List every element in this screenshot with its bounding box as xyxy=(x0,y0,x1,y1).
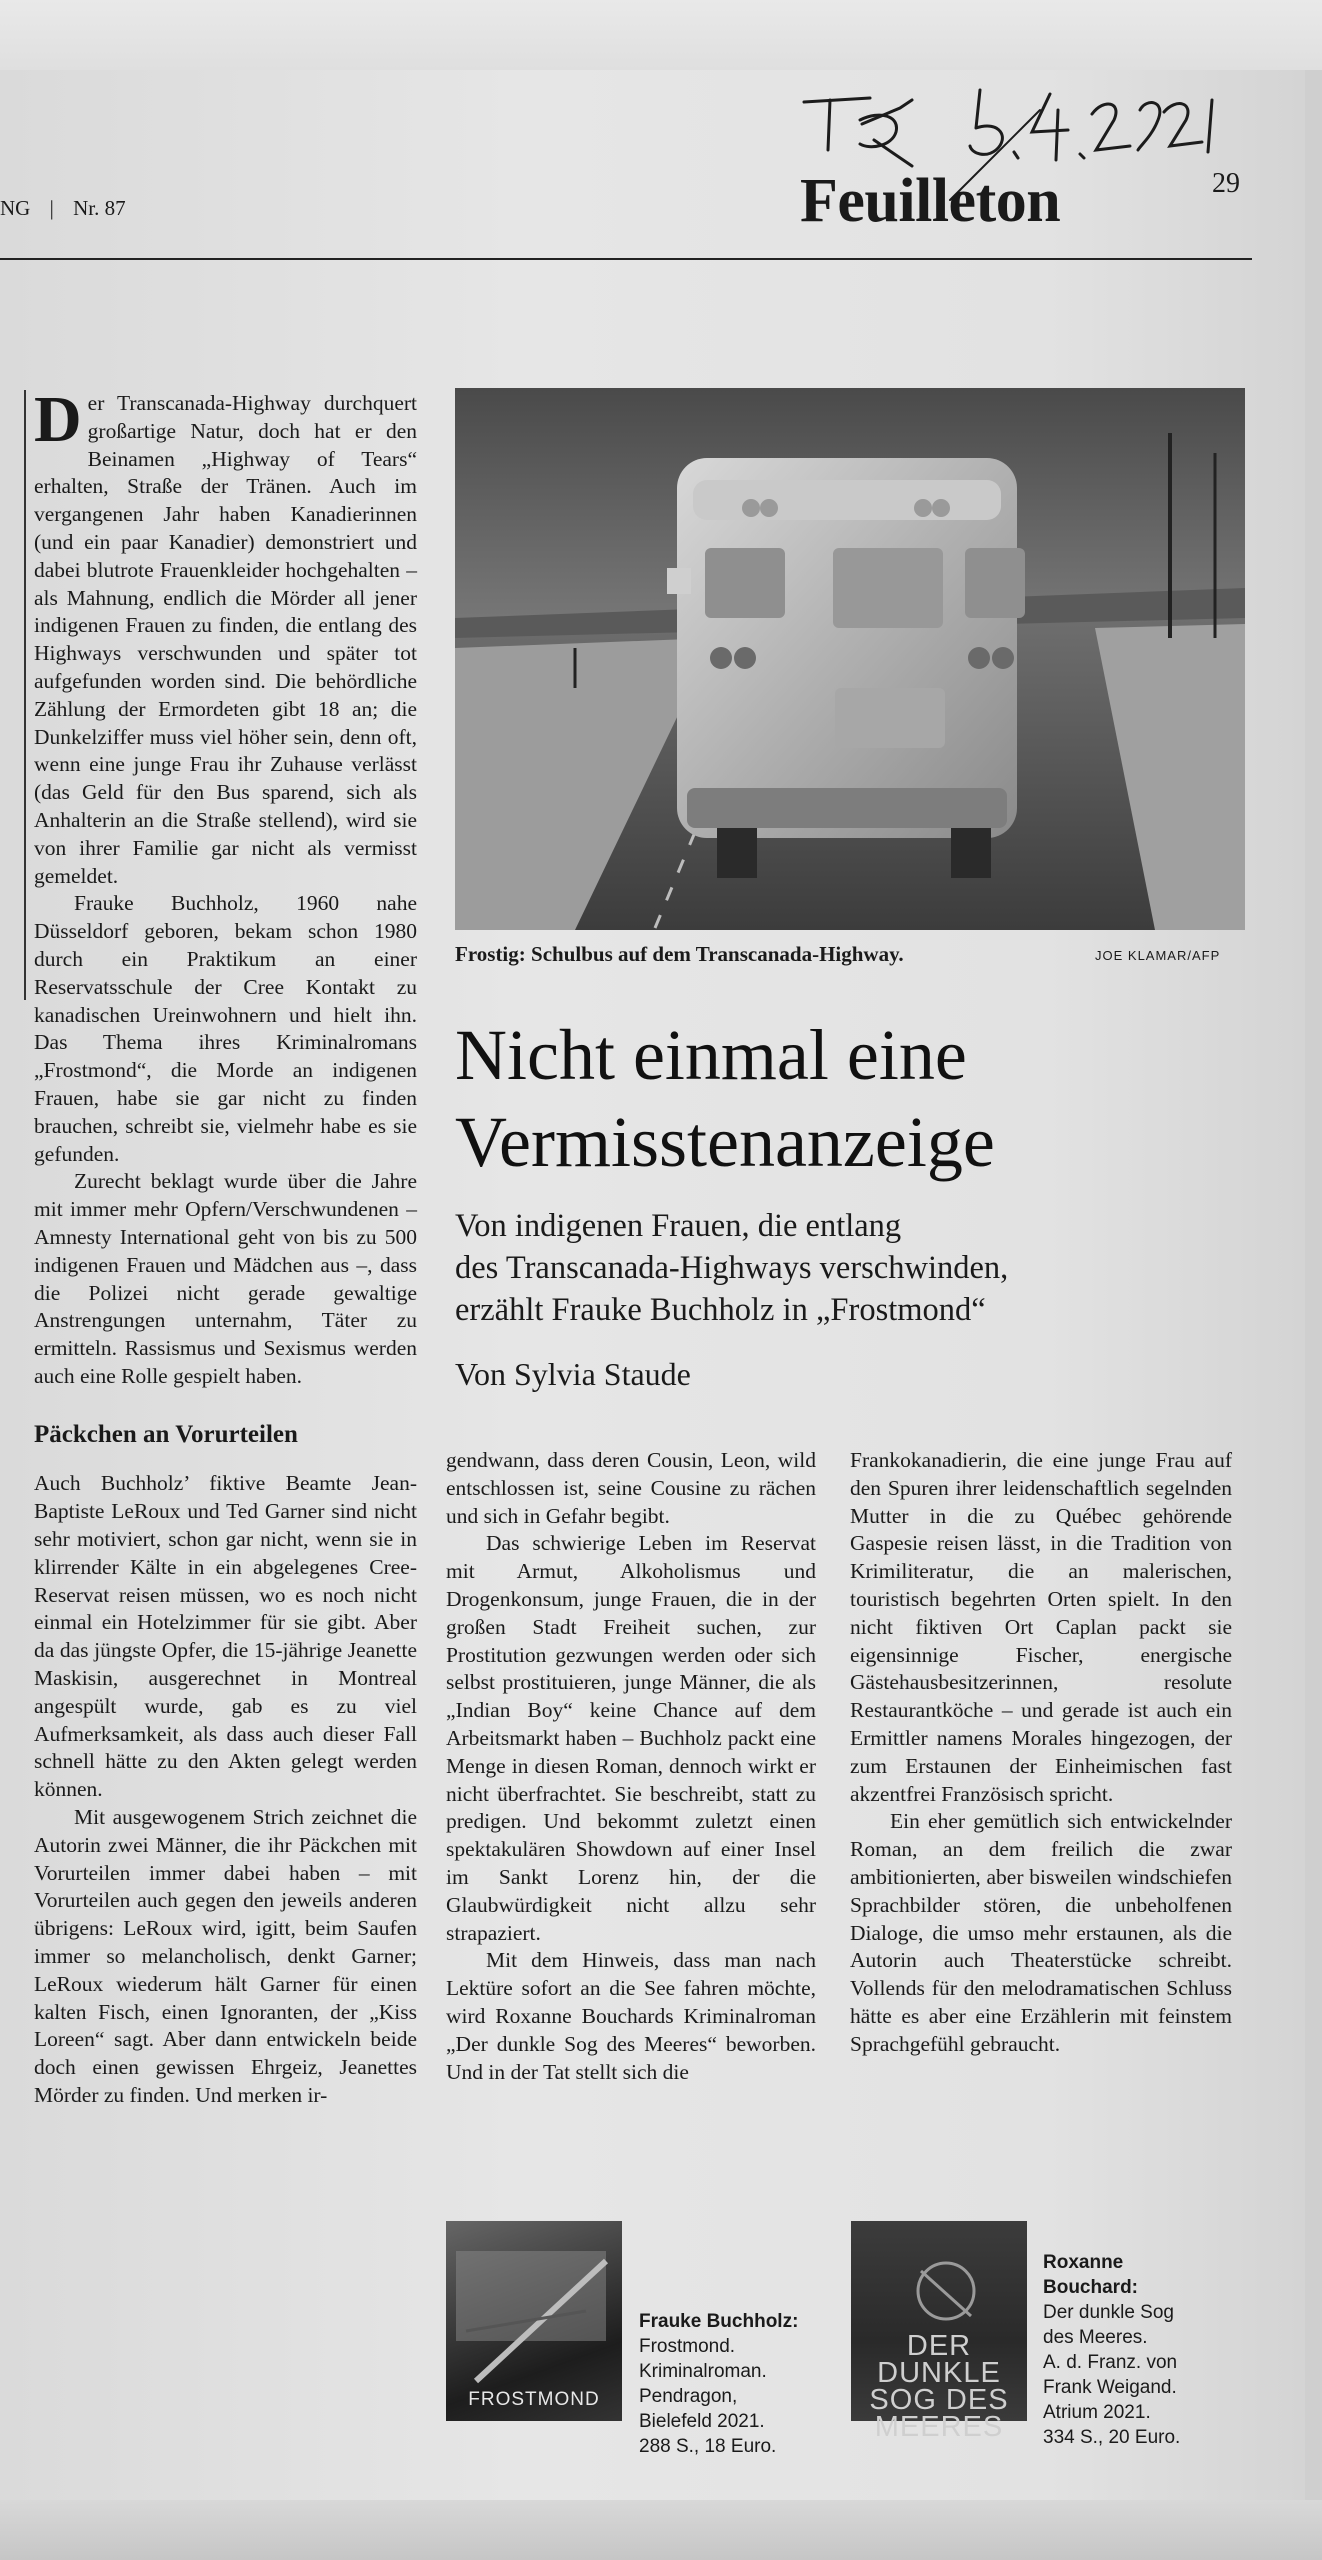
paragraph-9: Frankokanadierin, die eine junge Frau auf den Spuren ihrer leidenschaftlich segelnden Mutter in die zu Québec gehörende Gaspesie reisen lässt, in die Tradition von Krimiliteratur, die an malerischen, touristisch begehrten Orten spielt. In den nicht fiktiven Ort Caplan packt sie eigensinnige Fischer, energische Gästehausbesitzerinnen, resolute Restaurantköche – und gerade ist auch ein Ermittler namens Morales hingezogen, der zum Erstaunen der Einheimischen fast akzentfrei Französisch spricht. xyxy=(850,1448,1232,1806)
book-line: Atrium 2021. xyxy=(1043,2402,1151,2423)
header-rule xyxy=(0,258,1252,260)
paragraph-3: Zurecht beklagt wurde über die Jahre mit immer mehr Opfern/Verschwundenen – Amnesty International geht von bis zu 500 indigenen Frauen und Mädchen aus –, dass die Polizei nicht gerade gewaltige Anstrengungen unternahm, Täter zu ermitteln. Rassismus und Sexismus werden auch eine Rolle gespielt haben. xyxy=(34,1169,417,1388)
book-line: 334 S., 20 Euro. xyxy=(1043,2427,1181,2448)
header-issue-number: Nr. 87 xyxy=(73,196,126,220)
book-cover-frostmond xyxy=(446,2221,622,2421)
bus-photo xyxy=(455,388,1245,930)
column-3 xyxy=(850,1447,1232,2059)
book-line: Frostmond. xyxy=(639,2336,736,2357)
book-line: Kriminalroman. xyxy=(639,2361,767,2382)
paragraph-6: gendwann, dass deren Cousin, Leon, wild entschlossen ist, seine Cousine zu rächen und sich in Gefahr begibt. xyxy=(446,1448,816,1528)
section-title: Feuilleton xyxy=(800,167,1061,235)
deck-line-3: erzählt Frauke Buchholz in „Frostmond“ xyxy=(455,1292,986,1328)
book-author: Frauke Buchholz: xyxy=(639,2311,799,2332)
headline-line-2: Vermisstenanzeige xyxy=(455,1102,995,1182)
paragraph-7: Das schwierige Leben im Reservat mit Armut, Alkoholismus und Drogenkonsum, junge Frauen, die in der großen Stadt Freiheit suchen, zur Prostitution gezwungen werden oder sich selbst prostituieren, junge Männer, die als „Indian Boy“ keine Chance auf dem Arbeitsmarkt haben – Buchholz packt eine Menge in diesen Roman, dennoch wirkt er nicht überfrachtet. Sie beschreibt, statt zu predigen. Und bekommt zuletzt einen spektakulären Showdown auf einer Insel im Sankt Lorenz hin, der die Glaubwürdigkeit nicht allzu sehr strapaziert. xyxy=(446,1531,816,1945)
book-line: 288 S., 18 Euro. xyxy=(639,2436,777,2457)
page-bottom-edge xyxy=(0,2500,1322,2560)
paragraph-10: Ein eher gemütlich sich entwickelnder Roman, an dem freilich die zwar ambitionierten, aber bisweilen windschiefen Sprachbilder stören, die unbeholfenen Dialoge, die umso mehr erstaunen, als die Autorin auch Theaterstücke schreibt. Vollends für den melodramatischen Schluss hätte es aber eine Erzählerin mit feinstem Sprachgefühl gebraucht. xyxy=(850,1809,1232,2056)
paragraph-5: Mit ausgewogenem Strich zeichnet die Autorin zwei Männer, die ihr Päckchen mit Vorurteilen immer dabei haben – mit Vorurteilen auch gegen den jeweils anderen übrigens: LeRoux wird, igitt, beim Saufen immer so melancholisch, denkt Garner; LeRoux wiederum hält Garner für einen kalten Fisch, einen Ignoranten, der „Kiss Loreen“ sagt. Aber dann entwickeln beide doch einen gewissen Ehrgeiz, Jeanettes Mörder zu finden. Und merken ir- xyxy=(34,1805,417,2108)
header-edition-info: NG | Nr. 87 xyxy=(0,196,126,220)
column-rule xyxy=(24,390,26,1000)
header-section-left: NG xyxy=(0,196,31,220)
book-cover-title: FROSTMOND xyxy=(468,2389,600,2410)
book-author-line-1: Roxanne xyxy=(1043,2252,1124,2273)
book-author-line-2: Bouchard: xyxy=(1043,2277,1138,2298)
article-byline: Von Sylvia Staude xyxy=(455,1356,691,1392)
book-line: Frank Weigand. xyxy=(1043,2377,1177,2398)
paragraph-1 xyxy=(34,383,417,890)
book-cover-sog-des-meeres xyxy=(851,2221,1027,2443)
page-number: 29 xyxy=(1212,168,1240,199)
book-info-sog-des-meeres xyxy=(1043,2250,1263,2450)
book-line: des Meeres. xyxy=(1043,2327,1148,2348)
article-headline xyxy=(455,1012,1255,1186)
photo-caption: Frostig: Schulbus auf dem Transcanada-Highway. xyxy=(455,942,904,966)
subheading: Päckchen an Vorurteilen xyxy=(34,1420,298,1448)
book-line: Bielefeld 2021. xyxy=(639,2411,765,2432)
page-top-margin xyxy=(0,0,1322,70)
deck-line-1: Von indigenen Frauen, die entlang xyxy=(455,1208,902,1244)
paragraph-8: Mit dem Hinweis, dass man nach Lektüre sofort an die See fahren möchte, wird Roxanne Bouchards Kriminalroman „Der dunkle Sog des Meeres“ beworben. Und in der Tat stellt sich die xyxy=(446,1948,816,2084)
handwritten-date-note xyxy=(800,80,1270,180)
paragraph-4: Auch Buchholz’ fiktive Beamte Jean-Baptiste LeRoux und Ted Garner sind nicht sehr motiviert, schon gar nicht, wenn sie in klirrender Kälte in ein abgelegenes Cree-Reservat reisen müssen, wo es noch nicht einmal ein Hotelzimmer für sie gibt. Aber da das jüngste Opfer, die 15-jährige Jeanette Maskisin, ausgerechnet in Montreal angespült wurde, gab es zu viel Aufmerksamkeit, als dass auch dieser Fall schnell hätte zu den Akten gelegt werden können. xyxy=(34,1471,417,1802)
drop-cap: D xyxy=(34,383,82,456)
photo-credit: JOE KLAMAR/AFP xyxy=(1095,948,1221,963)
headline-line-1: Nicht einmal eine xyxy=(455,1015,967,1095)
article-deck xyxy=(455,1205,1255,1331)
book-line: Pendragon, xyxy=(639,2386,738,2407)
column-2 xyxy=(446,1447,816,2086)
deck-line-2: des Transcanada-Highways verschwinden, xyxy=(455,1250,1009,1286)
column-1 xyxy=(34,383,417,2110)
paragraph-1-text: er Transcanada-Highway durchquert großartige Natur, doch hat er den Beinamen „Highway of Tears“ erhalten, Straße der Tränen. Auch im vergangenen Jahr haben Kanadierinnen (und ein paar Kanadier) demonstriert und dabei blutrote Frauenkleider hochgehalten – als Mahnung, endlich die Mörder all jener indigenen Frauen zu finden, die entlang des Highways verschwunden und später tot aufgefunden worden sind. Die behördliche Zählung der Ermordeten gibt 18 an; die Dunkelziffer muss viel höher sein, denn oft, wenn eine junge Frau ihr Zuhause verlässt (das Geld für den Bus sparend, sich als Anhalterin an die Straße stellend), wird sie von ihrer Familie gar nicht als vermisst gemeldet. xyxy=(34,391,417,888)
paragraph-2: Frauke Buchholz, 1960 nahe Düsseldorf geboren, bekam schon 1980 durch ein Praktikum an einer Reservatsschule der Cree Kontakt zu kanadischen Ureinwohnern und hielt ihn. Das Thema ihres Kriminalromans „Frostmond“, die Morde an indigenen Frauen, habe sie gar nicht zu finden brauchen, schreibt sie, vielmehr habe es sie gefunden. xyxy=(34,891,417,1166)
book-line: Der dunkle Sog xyxy=(1043,2302,1174,2323)
book-cover-title: DER DUNKLE SOG DES MEERES xyxy=(869,2330,1009,2443)
book-info-frostmond xyxy=(639,2309,839,2459)
bus-photo-image xyxy=(455,388,1245,930)
book-line: A. d. Franz. von xyxy=(1043,2352,1178,2373)
